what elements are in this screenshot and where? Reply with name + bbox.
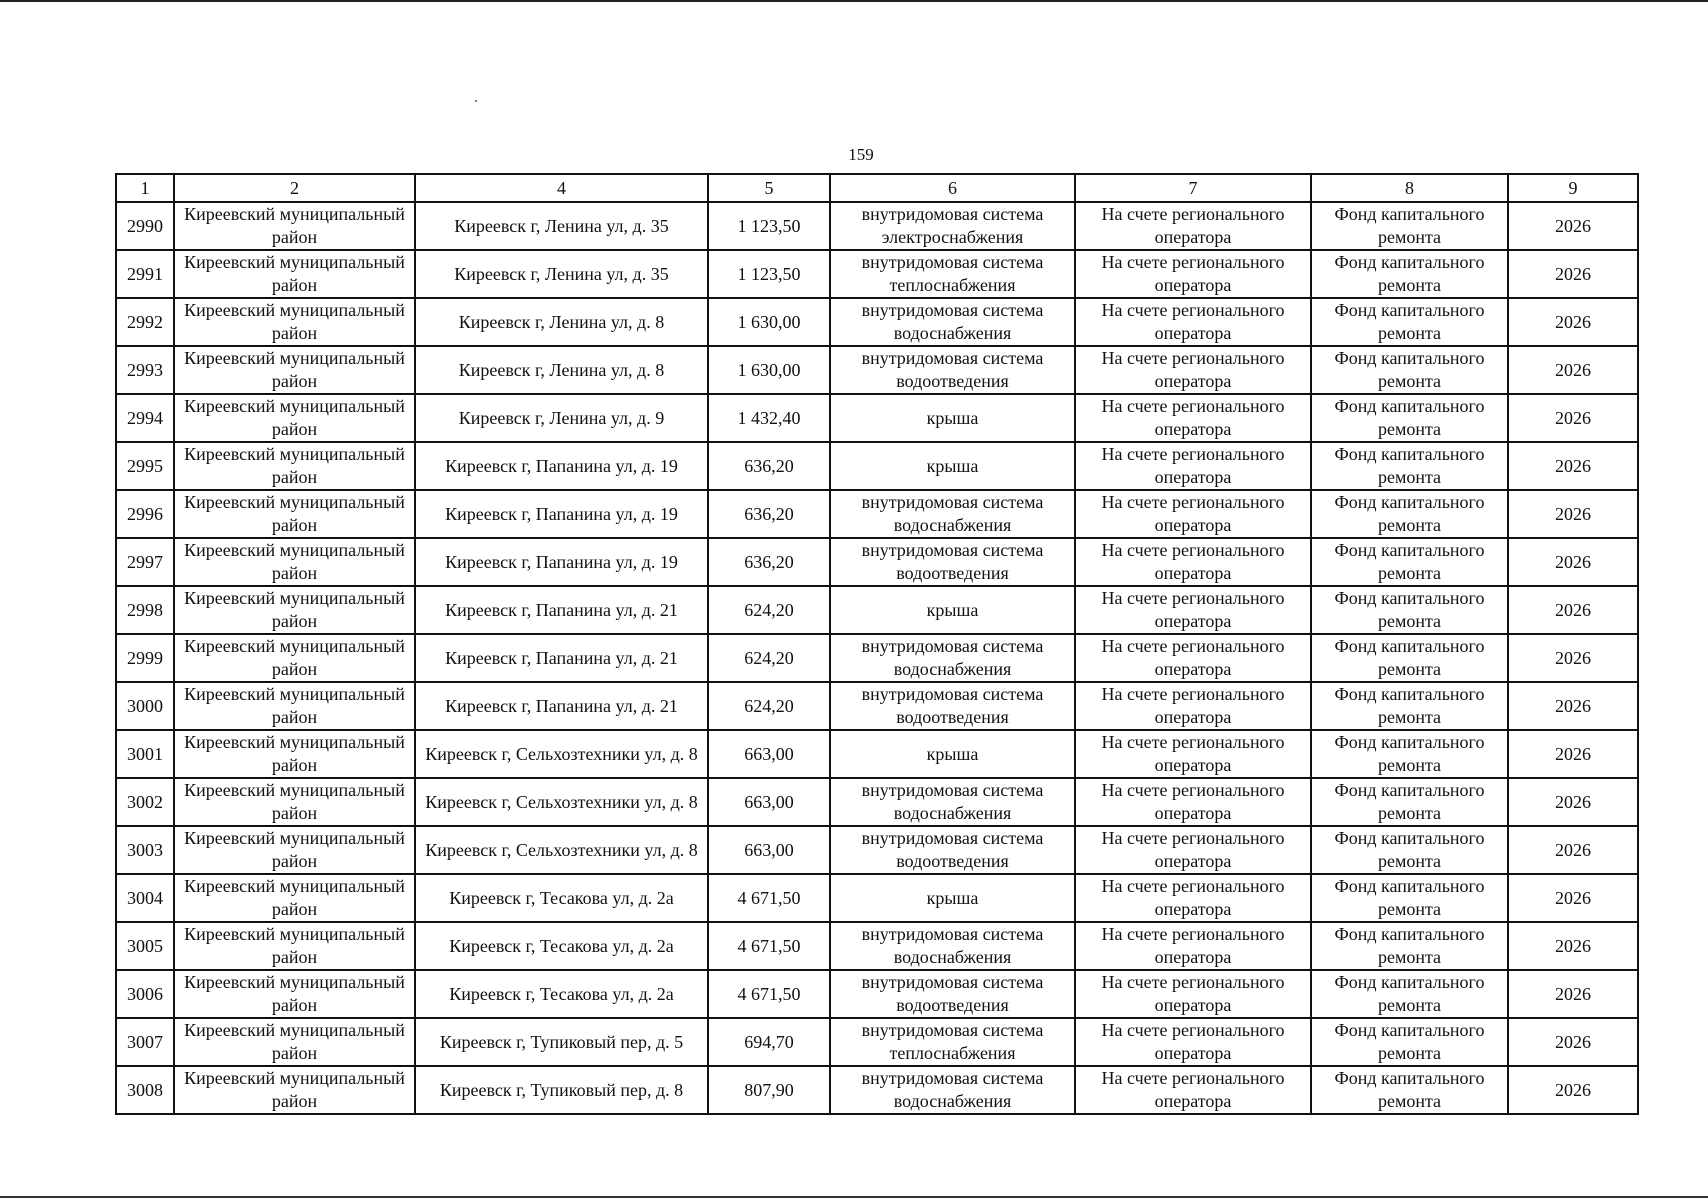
account-cell: На счете регионального оператора <box>1075 298 1311 346</box>
address-cell: Киреевск г, Ленина ул, д. 35 <box>415 250 708 298</box>
table-row <box>116 586 1638 634</box>
funding-source-cell: Фонд капитального ремонта <box>1311 874 1508 922</box>
table-row <box>116 922 1638 970</box>
table-row <box>116 490 1638 538</box>
year-cell: 2026 <box>1508 730 1638 778</box>
header-row <box>116 174 1638 202</box>
row-number-cell: 3004 <box>116 874 174 922</box>
funding-source-cell: Фонд капитального ремонта <box>1311 250 1508 298</box>
row-number-cell: 3002 <box>116 778 174 826</box>
address-cell: Киреевск г, Тесакова ул, д. 2а <box>415 922 708 970</box>
row-number-cell: 3003 <box>116 826 174 874</box>
area-cell: 694,70 <box>708 1018 830 1066</box>
district-cell: Киреевский муниципальный район <box>174 874 415 922</box>
funding-source-cell: Фонд капитального ремонта <box>1311 922 1508 970</box>
row-number-cell: 3005 <box>116 922 174 970</box>
address-cell: Киреевск г, Сельхозтехники ул, д. 8 <box>415 826 708 874</box>
district-cell: Киреевский муниципальный район <box>174 394 415 442</box>
year-cell: 2026 <box>1508 490 1638 538</box>
district-cell: Киреевский муниципальный район <box>174 682 415 730</box>
account-cell: На счете регионального оператора <box>1075 490 1311 538</box>
account-cell: На счете регионального оператора <box>1075 730 1311 778</box>
row-number-cell: 2992 <box>116 298 174 346</box>
row-number-cell: 3007 <box>116 1018 174 1066</box>
account-cell: На счете регионального оператора <box>1075 682 1311 730</box>
district-cell: Киреевский муниципальный район <box>174 202 415 250</box>
address-cell: Киреевск г, Тесакова ул, д. 2а <box>415 970 708 1018</box>
table-row <box>116 394 1638 442</box>
year-cell: 2026 <box>1508 346 1638 394</box>
address-cell: Киреевск г, Ленина ул, д. 35 <box>415 202 708 250</box>
address-cell: Киреевск г, Ленина ул, д. 8 <box>415 346 708 394</box>
work-type-cell: крыша <box>830 874 1075 922</box>
funding-source-cell: Фонд капитального ремонта <box>1311 826 1508 874</box>
district-cell: Киреевский муниципальный район <box>174 298 415 346</box>
year-cell: 2026 <box>1508 1066 1638 1114</box>
scan-border-top <box>0 0 1708 2</box>
funding-source-cell: Фонд капитального ремонта <box>1311 586 1508 634</box>
column-header: 8 <box>1311 174 1508 202</box>
column-header: 9 <box>1508 174 1638 202</box>
work-type-cell: внутридомовая система водоотведения <box>830 538 1075 586</box>
account-cell: На счете регионального оператора <box>1075 874 1311 922</box>
funding-source-cell: Фонд капитального ремонта <box>1311 634 1508 682</box>
year-cell: 2026 <box>1508 634 1638 682</box>
work-type-cell: крыша <box>830 586 1075 634</box>
funding-source-cell: Фонд капитального ремонта <box>1311 970 1508 1018</box>
funding-source-cell: Фонд капитального ремонта <box>1311 442 1508 490</box>
area-cell: 4 671,50 <box>708 970 830 1018</box>
funding-source-cell: Фонд капитального ремонта <box>1311 778 1508 826</box>
funding-source-cell: Фонд капитального ремонта <box>1311 346 1508 394</box>
work-type-cell: внутридомовая система водоотведения <box>830 826 1075 874</box>
table-body <box>116 202 1638 1114</box>
work-type-cell: крыша <box>830 730 1075 778</box>
column-header: 1 <box>116 174 174 202</box>
row-number-cell: 2993 <box>116 346 174 394</box>
account-cell: На счете регионального оператора <box>1075 586 1311 634</box>
address-cell: Киреевск г, Папанина ул, д. 19 <box>415 490 708 538</box>
year-cell: 2026 <box>1508 874 1638 922</box>
column-header: 7 <box>1075 174 1311 202</box>
repair-program-table <box>115 173 1639 1115</box>
district-cell: Киреевский муниципальный район <box>174 826 415 874</box>
row-number-cell: 2998 <box>116 586 174 634</box>
row-number-cell: 2997 <box>116 538 174 586</box>
area-cell: 807,90 <box>708 1066 830 1114</box>
row-number-cell: 2990 <box>116 202 174 250</box>
area-cell: 1 630,00 <box>708 346 830 394</box>
table-row <box>116 538 1638 586</box>
work-type-cell: крыша <box>830 394 1075 442</box>
district-cell: Киреевский муниципальный район <box>174 490 415 538</box>
district-cell: Киреевский муниципальный район <box>174 778 415 826</box>
account-cell: На счете регионального оператора <box>1075 346 1311 394</box>
year-cell: 2026 <box>1508 970 1638 1018</box>
funding-source-cell: Фонд капитального ремонта <box>1311 1018 1508 1066</box>
row-number-cell: 2995 <box>116 442 174 490</box>
scan-speck <box>475 100 477 102</box>
address-cell: Киреевск г, Тупиковый пер, д. 8 <box>415 1066 708 1114</box>
district-cell: Киреевский муниципальный район <box>174 1066 415 1114</box>
address-cell: Киреевск г, Тупиковый пер, д. 5 <box>415 1018 708 1066</box>
row-number-cell: 3000 <box>116 682 174 730</box>
funding-source-cell: Фонд капитального ремонта <box>1311 1066 1508 1114</box>
year-cell: 2026 <box>1508 250 1638 298</box>
year-cell: 2026 <box>1508 826 1638 874</box>
table-row <box>116 730 1638 778</box>
address-cell: Киреевск г, Папанина ул, д. 21 <box>415 634 708 682</box>
row-number-cell: 2999 <box>116 634 174 682</box>
table-row <box>116 442 1638 490</box>
table-row <box>116 346 1638 394</box>
row-number-cell: 3001 <box>116 730 174 778</box>
year-cell: 2026 <box>1508 682 1638 730</box>
account-cell: На счете регионального оператора <box>1075 442 1311 490</box>
address-cell: Киреевск г, Папанина ул, д. 19 <box>415 442 708 490</box>
account-cell: На счете регионального оператора <box>1075 1066 1311 1114</box>
district-cell: Киреевский муниципальный район <box>174 634 415 682</box>
account-cell: На счете регионального оператора <box>1075 394 1311 442</box>
year-cell: 2026 <box>1508 298 1638 346</box>
area-cell: 624,20 <box>708 586 830 634</box>
work-type-cell: внутридомовая система водоснабжения <box>830 778 1075 826</box>
row-number-cell: 2996 <box>116 490 174 538</box>
address-cell: Киреевск г, Сельхозтехники ул, д. 8 <box>415 730 708 778</box>
area-cell: 663,00 <box>708 730 830 778</box>
year-cell: 2026 <box>1508 394 1638 442</box>
row-number-cell: 3008 <box>116 1066 174 1114</box>
account-cell: На счете регионального оператора <box>1075 202 1311 250</box>
table-row <box>116 1066 1638 1114</box>
year-cell: 2026 <box>1508 442 1638 490</box>
district-cell: Киреевский муниципальный район <box>174 442 415 490</box>
area-cell: 663,00 <box>708 778 830 826</box>
column-header: 4 <box>415 174 708 202</box>
area-cell: 636,20 <box>708 490 830 538</box>
address-cell: Киреевск г, Ленина ул, д. 8 <box>415 298 708 346</box>
address-cell: Киреевск г, Папанина ул, д. 19 <box>415 538 708 586</box>
work-type-cell: крыша <box>830 442 1075 490</box>
account-cell: На счете регионального оператора <box>1075 1018 1311 1066</box>
account-cell: На счете регионального оператора <box>1075 250 1311 298</box>
work-type-cell: внутридомовая система водоотведения <box>830 682 1075 730</box>
column-header: 6 <box>830 174 1075 202</box>
address-cell: Киреевск г, Тесакова ул, д. 2а <box>415 874 708 922</box>
address-cell: Киреевск г, Папанина ул, д. 21 <box>415 682 708 730</box>
work-type-cell: внутридомовая система водоснабжения <box>830 298 1075 346</box>
work-type-cell: внутридомовая система водоснабжения <box>830 490 1075 538</box>
address-cell: Киреевск г, Ленина ул, д. 9 <box>415 394 708 442</box>
table-row <box>116 826 1638 874</box>
area-cell: 624,20 <box>708 682 830 730</box>
column-header: 2 <box>174 174 415 202</box>
district-cell: Киреевский муниципальный район <box>174 538 415 586</box>
area-cell: 1 630,00 <box>708 298 830 346</box>
table-row <box>116 634 1638 682</box>
funding-source-cell: Фонд капитального ремонта <box>1311 538 1508 586</box>
year-cell: 2026 <box>1508 538 1638 586</box>
district-cell: Киреевский муниципальный район <box>174 250 415 298</box>
district-cell: Киреевский муниципальный район <box>174 922 415 970</box>
district-cell: Киреевский муниципальный район <box>174 346 415 394</box>
funding-source-cell: Фонд капитального ремонта <box>1311 202 1508 250</box>
table-row <box>116 682 1638 730</box>
table-row <box>116 970 1638 1018</box>
work-type-cell: внутридомовая система электроснабжения <box>830 202 1075 250</box>
table-row <box>116 778 1638 826</box>
area-cell: 1 123,50 <box>708 250 830 298</box>
table-row <box>116 874 1638 922</box>
table-row <box>116 1018 1638 1066</box>
account-cell: На счете регионального оператора <box>1075 970 1311 1018</box>
table-row <box>116 250 1638 298</box>
funding-source-cell: Фонд капитального ремонта <box>1311 394 1508 442</box>
work-type-cell: внутридомовая система водоснабжения <box>830 922 1075 970</box>
area-cell: 4 671,50 <box>708 922 830 970</box>
page-number: 159 <box>848 145 874 164</box>
address-cell: Киреевск г, Папанина ул, д. 21 <box>415 586 708 634</box>
funding-source-cell: Фонд капитального ремонта <box>1311 682 1508 730</box>
table-row <box>116 202 1638 250</box>
account-cell: На счете регионального оператора <box>1075 922 1311 970</box>
row-number-cell: 2994 <box>116 394 174 442</box>
year-cell: 2026 <box>1508 778 1638 826</box>
year-cell: 2026 <box>1508 922 1638 970</box>
district-cell: Киреевский муниципальный район <box>174 1018 415 1066</box>
work-type-cell: внутридомовая система теплоснабжения <box>830 250 1075 298</box>
area-cell: 636,20 <box>708 442 830 490</box>
funding-source-cell: Фонд капитального ремонта <box>1311 298 1508 346</box>
address-cell: Киреевск г, Сельхозтехники ул, д. 8 <box>415 778 708 826</box>
work-type-cell: внутридомовая система водоснабжения <box>830 1066 1075 1114</box>
account-cell: На счете регионального оператора <box>1075 826 1311 874</box>
table-row <box>116 298 1638 346</box>
district-cell: Киреевский муниципальный район <box>174 586 415 634</box>
district-cell: Киреевский муниципальный район <box>174 970 415 1018</box>
funding-source-cell: Фонд капитального ремонта <box>1311 730 1508 778</box>
funding-source-cell: Фонд капитального ремонта <box>1311 490 1508 538</box>
year-cell: 2026 <box>1508 1018 1638 1066</box>
district-cell: Киреевский муниципальный район <box>174 730 415 778</box>
area-cell: 663,00 <box>708 826 830 874</box>
column-header: 5 <box>708 174 830 202</box>
row-number-cell: 2991 <box>116 250 174 298</box>
area-cell: 4 671,50 <box>708 874 830 922</box>
area-cell: 1 123,50 <box>708 202 830 250</box>
area-cell: 636,20 <box>708 538 830 586</box>
account-cell: На счете регионального оператора <box>1075 634 1311 682</box>
area-cell: 624,20 <box>708 634 830 682</box>
year-cell: 2026 <box>1508 202 1638 250</box>
work-type-cell: внутридомовая система водоснабжения <box>830 634 1075 682</box>
work-type-cell: внутридомовая система теплоснабжения <box>830 1018 1075 1066</box>
work-type-cell: внутридомовая система водоотведения <box>830 970 1075 1018</box>
account-cell: На счете регионального оператора <box>1075 538 1311 586</box>
scan-border-bottom <box>0 1196 1708 1198</box>
account-cell: На счете регионального оператора <box>1075 778 1311 826</box>
year-cell: 2026 <box>1508 586 1638 634</box>
row-number-cell: 3006 <box>116 970 174 1018</box>
work-type-cell: внутридомовая система водоотведения <box>830 346 1075 394</box>
area-cell: 1 432,40 <box>708 394 830 442</box>
